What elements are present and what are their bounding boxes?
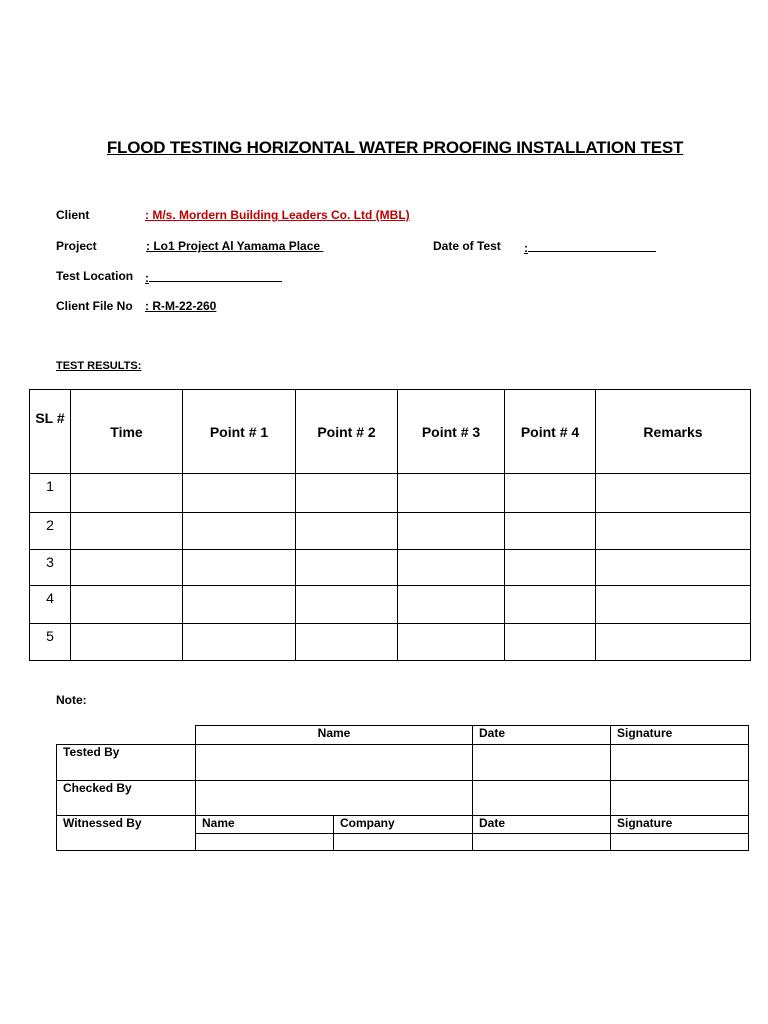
point-1-cell[interactable] [183,474,296,513]
checked-by-row [57,781,749,816]
point-4-cell[interactable] [505,550,596,586]
remarks-cell[interactable] [596,513,751,550]
header-name: Name [196,726,473,745]
point-2-cell[interactable] [296,550,398,586]
test-location-blank [149,270,282,282]
table-row [30,550,751,586]
row-number: 5 [30,624,71,661]
note-label: Note: [56,693,87,707]
date-of-test-value: : [524,241,528,255]
header-time: Time [71,390,183,474]
remarks-cell[interactable] [596,624,751,661]
point-4-cell[interactable] [505,624,596,661]
table-row [30,624,751,661]
table-row [30,513,751,550]
tested-by-name-cell[interactable] [196,745,473,781]
checked-by-label: Checked By [57,781,196,816]
tested-by-row [57,745,749,781]
point-2-cell[interactable] [296,586,398,624]
point-3-cell[interactable] [398,513,505,550]
witness-date-header: Date [473,816,611,834]
point-2-cell[interactable] [296,474,398,513]
header-sl: SL # [30,390,71,474]
time-cell[interactable] [71,474,183,513]
client-file-value: : R-M-22-260 [145,299,217,313]
row-number: 1 [30,474,71,513]
test-results-table [29,389,751,661]
header-date: Date [473,726,611,745]
header-signature: Signature [611,726,749,745]
time-cell[interactable] [71,624,183,661]
tested-by-date-cell[interactable] [473,745,611,781]
date-of-test-field [524,239,656,257]
test-results-heading: TEST RESULTS: [56,360,142,372]
test-location-value: : [145,271,149,285]
point-4-cell[interactable] [505,474,596,513]
remarks-cell[interactable] [596,474,751,513]
point-1-cell[interactable] [183,513,296,550]
signature-table [56,725,749,851]
witness-name-cell[interactable] [196,834,334,851]
point-1-cell[interactable] [183,550,296,586]
witness-signature-header: Signature [611,816,749,834]
test-location-field [145,269,282,287]
witness-company-cell[interactable] [334,834,473,851]
client-label: Client [56,208,90,222]
checked-by-date-cell[interactable] [473,781,611,816]
checked-by-signature-cell[interactable] [611,781,749,816]
table-row [30,586,751,624]
signature-header-row [57,726,749,745]
witness-name-header: Name [196,816,334,834]
point-1-cell[interactable] [183,586,296,624]
point-1-cell[interactable] [183,624,296,661]
time-cell[interactable] [71,513,183,550]
witnessed-by-label: Witnessed By [57,816,196,851]
results-header-row [30,390,751,474]
tested-by-signature-cell[interactable] [611,745,749,781]
point-4-cell[interactable] [505,586,596,624]
remarks-cell[interactable] [596,550,751,586]
point-2-cell[interactable] [296,624,398,661]
point-3-cell[interactable] [398,550,505,586]
tested-by-label: Tested By [57,745,196,781]
time-cell[interactable] [71,586,183,624]
point-3-cell[interactable] [398,586,505,624]
remarks-cell[interactable] [596,586,751,624]
header-point-4: Point # 4 [505,390,596,474]
header-point-1: Point # 1 [183,390,296,474]
project-label: Project [56,239,97,253]
row-number: 3 [30,550,71,586]
date-of-test-label: Date of Test [433,239,501,253]
witnessed-by-header-row [57,816,749,834]
witness-company-header: Company [334,816,473,834]
time-cell[interactable] [71,550,183,586]
document-title: FLOOD TESTING HORIZONTAL WATER PROOFING INSTALLATION TEST [106,138,684,157]
header-point-3: Point # 3 [398,390,505,474]
project-value: : Lo1 Project Al Yamama Place [146,239,324,253]
point-4-cell[interactable] [505,513,596,550]
test-location-label: Test Location [56,269,134,283]
date-of-test-blank [528,240,656,252]
checked-by-name-cell[interactable] [196,781,473,816]
witness-signature-cell[interactable] [611,834,749,851]
witness-date-cell[interactable] [473,834,611,851]
point-3-cell[interactable] [398,474,505,513]
corner-cell [57,726,196,745]
point-2-cell[interactable] [296,513,398,550]
point-3-cell[interactable] [398,624,505,661]
row-number: 4 [30,586,71,624]
table-row [30,474,751,513]
header-remarks: Remarks [596,390,751,474]
header-point-2: Point # 2 [296,390,398,474]
row-number: 2 [30,513,71,550]
client-value: : M/s. Mordern Building Leaders Co. Ltd (MBL) [145,208,410,222]
client-file-label: Client File No [56,299,133,313]
